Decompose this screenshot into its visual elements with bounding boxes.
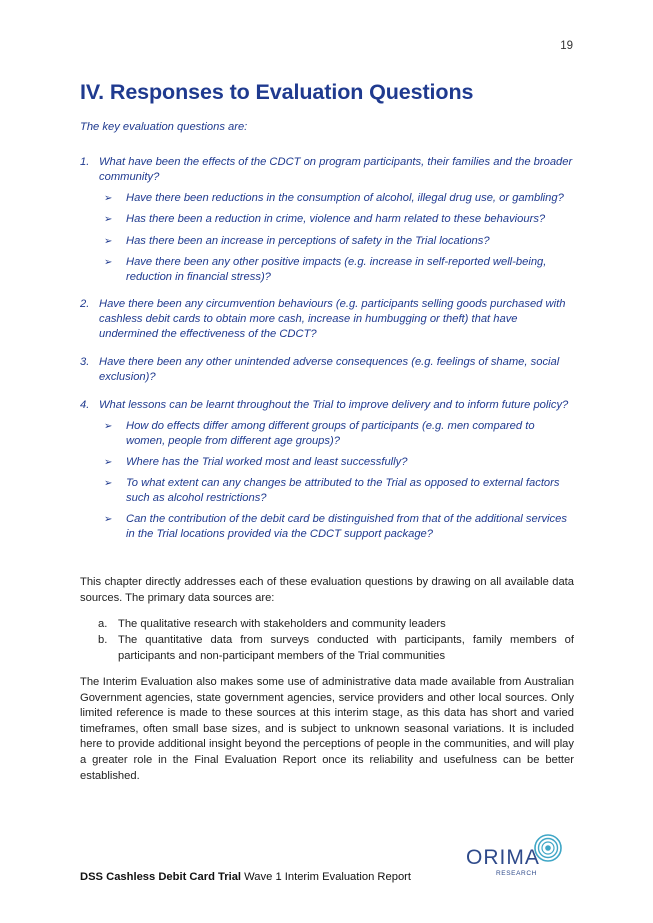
page-title: IV. Responses to Evaluation Questions (80, 80, 474, 104)
sub-question: ➢ Has there been a reduction in crime, violence and harm related to these behaviours? (104, 213, 546, 225)
arrow-bullet-icon: ➢ (104, 421, 113, 432)
footer (80, 871, 411, 883)
arrow-bullet-icon: ➢ (104, 257, 113, 268)
arrow-bullet-icon: ➢ (104, 214, 113, 225)
list-item: b. The quantitative data from surveys conducted with participants, family members of participants and non-participant members of the Trial communities (98, 634, 574, 662)
footer-rest: Wave 1 Interim Evaluation Report (241, 871, 412, 883)
question-text: Have there been any circumvention behaviours (e.g. participants selling goods purchased with cashless debit cards to obtain more cash, increase in humbugging or theft) that have undermined the effectiveness of the CDCT? (99, 298, 566, 340)
sub-question: ➢ Can the contribution of the debit card be distinguished from that of the additional services in the Trial locations provided via the CDCT support package? (104, 513, 567, 540)
question-text: What lessons can be learnt throughout the Trial to improve delivery and to inform future policy? (99, 399, 569, 411)
logo-name: ORIMA (466, 846, 540, 869)
arrow-bullet-icon: ➢ (104, 193, 113, 204)
logo-sub: RESEARCH (496, 870, 537, 877)
question-4 (80, 398, 577, 413)
body-paragraph: The Interim Evaluation also makes some use of administrative data made available from Australian Government agencies, state government agencies, service providers and other local sources. Only limited reference is made to these sources at this interim stage, as this data has short and varied timeframes, often small base sizes, and is subject to unknown seasonal variations. It is included here to provide additional insight beyond the perceptions of people in the communities, and will play a greater role in the Final Evaluation Report once its reliability and usefulness can be better established. (80, 676, 574, 782)
question-number: 4. (80, 399, 90, 411)
sub-question: ➢ How do effects differ among different groups of participants (e.g. men compared to women, people from different age groups)? (104, 420, 535, 447)
arrow-bullet-icon: ➢ (104, 236, 113, 247)
sub-question: ➢ To what extent can any changes be attributed to the Trial as opposed to external factors such as alcohol restrictions? (104, 477, 560, 504)
footer-bold: DSS Cashless Debit Card Trial (80, 871, 242, 883)
question-text: Have there been any other unintended adverse consequences (e.g. feelings of shame, social exclusion)? (99, 356, 560, 383)
question-text: What have been the effects of the CDCT on program participants, their families and the broader community? (99, 156, 573, 183)
question-number: 3. (80, 356, 90, 368)
question-3 (80, 355, 577, 385)
body-paragraph: This chapter directly addresses each of these evaluation questions by drawing on all available data sources. The primary data sources are: (80, 576, 574, 604)
sub-question: ➢ Has there been an increase in perceptions of safety in the Trial locations? (104, 235, 490, 247)
question-2 (80, 297, 577, 342)
question-number: 1. (80, 156, 90, 168)
intro-text: The key evaluation questions are: (80, 121, 248, 133)
sub-question: ➢ Where has the Trial worked most and least successfully? (104, 456, 408, 468)
page-number: 19 (560, 40, 573, 52)
list-item: a. The qualitative research with stakeholders and community leaders (98, 618, 446, 630)
arrow-bullet-icon: ➢ (104, 478, 113, 489)
arrow-bullet-icon: ➢ (104, 457, 113, 468)
question-1 (80, 155, 577, 185)
sub-question: ➢ Have there been reductions in the consumption of alcohol, illegal drug use, or gambling? (104, 192, 564, 204)
sub-question: ➢ Have there been any other positive impacts (e.g. increase in self-reported well-being, reduction in financial stress)? (104, 256, 547, 283)
question-number: 2. (80, 298, 90, 310)
arrow-bullet-icon: ➢ (104, 514, 113, 525)
orima-logo (466, 828, 570, 880)
